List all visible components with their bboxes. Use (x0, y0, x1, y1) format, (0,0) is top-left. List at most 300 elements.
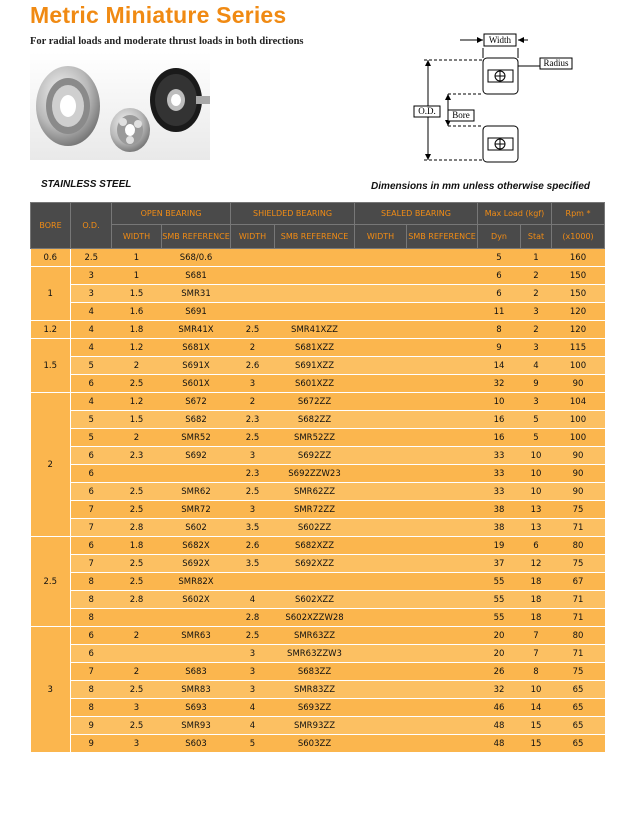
open-width-cell: 1.5 (112, 411, 162, 429)
sealed-width-cell (355, 645, 407, 663)
sealed-reference-cell (407, 735, 478, 753)
rpm-cell: 75 (552, 501, 605, 519)
header-od: O.D. (71, 203, 112, 249)
table-row (31, 645, 605, 663)
open-width-cell: 2.3 (112, 447, 162, 465)
open-reference-cell: S692X (162, 555, 231, 573)
shielded-reference-cell: S602XZZW28 (275, 609, 355, 627)
shielded-width-cell: 2.5 (231, 321, 275, 339)
od-cell: 8 (71, 573, 112, 591)
sealed-width-cell (355, 411, 407, 429)
shielded-reference-cell: S602XZZ (275, 591, 355, 609)
shielded-reference-cell: S692XZZ (275, 555, 355, 573)
dyn-load-cell: 20 (478, 645, 521, 663)
table-row (31, 681, 605, 699)
sealed-reference-cell (407, 393, 478, 411)
sealed-width-cell (355, 303, 407, 321)
shielded-reference-cell (275, 303, 355, 321)
table-row (31, 429, 605, 447)
header-dyn: Dyn (478, 225, 521, 249)
shielded-reference-cell (275, 285, 355, 303)
dyn-load-cell: 55 (478, 573, 521, 591)
rpm-cell: 71 (552, 591, 605, 609)
shielded-reference-cell: S692ZZ (275, 447, 355, 465)
open-reference-cell: S692 (162, 447, 231, 465)
rpm-cell: 104 (552, 393, 605, 411)
shielded-reference-cell: S602ZZ (275, 519, 355, 537)
od-cell: 6 (71, 447, 112, 465)
rpm-cell: 90 (552, 465, 605, 483)
open-width-cell: 2.5 (112, 555, 162, 573)
shielded-reference-cell: S672ZZ (275, 393, 355, 411)
shielded-width-cell: 4 (231, 591, 275, 609)
od-cell: 6 (71, 375, 112, 393)
open-width-cell: 2.5 (112, 483, 162, 501)
dyn-load-cell: 32 (478, 375, 521, 393)
shielded-width-cell (231, 285, 275, 303)
header-open-width: WIDTH (112, 225, 162, 249)
od-cell: 6 (71, 465, 112, 483)
shielded-reference-cell (275, 573, 355, 591)
header-sealed-smb-reference: SMB REFERENCE (407, 225, 478, 249)
table-row (31, 555, 605, 573)
rpm-cell: 90 (552, 447, 605, 465)
table-row (31, 393, 605, 411)
sealed-reference-cell (407, 645, 478, 663)
bore-cell: 0.6 (31, 249, 71, 267)
open-reference-cell: SMR83 (162, 681, 231, 699)
dyn-load-cell: 33 (478, 483, 521, 501)
shielded-reference-cell: SMR83ZZ (275, 681, 355, 699)
sealed-width-cell (355, 375, 407, 393)
od-cell: 8 (71, 699, 112, 717)
shielded-width-cell: 2.3 (231, 411, 275, 429)
stat-load-cell: 12 (521, 555, 552, 573)
dyn-load-cell: 33 (478, 447, 521, 465)
open-reference-cell: S672 (162, 393, 231, 411)
table-row (31, 411, 605, 429)
od-cell: 7 (71, 663, 112, 681)
od-cell: 4 (71, 393, 112, 411)
stat-load-cell: 13 (521, 501, 552, 519)
dyn-load-cell: 16 (478, 411, 521, 429)
dyn-load-cell: 6 (478, 285, 521, 303)
sealed-reference-cell (407, 303, 478, 321)
rpm-cell: 120 (552, 303, 605, 321)
shielded-width-cell: 2.3 (231, 465, 275, 483)
shielded-width-cell: 2.8 (231, 609, 275, 627)
shielded-reference-cell: SMR72ZZ (275, 501, 355, 519)
stat-load-cell: 3 (521, 303, 552, 321)
shielded-width-cell: 2.6 (231, 357, 275, 375)
stat-load-cell: 10 (521, 465, 552, 483)
rpm-cell: 65 (552, 699, 605, 717)
table-row (31, 357, 605, 375)
material-label: STAINLESS STEEL (41, 179, 132, 190)
bore-cell: 1.5 (31, 339, 71, 393)
stat-load-cell: 13 (521, 519, 552, 537)
open-width-cell: 3 (112, 699, 162, 717)
bore-cell: 1.2 (31, 321, 71, 339)
table-row (31, 303, 605, 321)
shielded-width-cell (231, 267, 275, 285)
open-reference-cell: S691 (162, 303, 231, 321)
shielded-width-cell (231, 249, 275, 267)
shielded-width-cell: 3 (231, 645, 275, 663)
page-subtitle: For radial loads and moderate thrust loads in both directions (30, 36, 304, 47)
shielded-width-cell: 5 (231, 735, 275, 753)
table-row (31, 663, 605, 681)
open-reference-cell: S68/0.6 (162, 249, 231, 267)
shielded-reference-cell: SMR41XZZ (275, 321, 355, 339)
sealed-width-cell (355, 447, 407, 465)
od-cell: 4 (71, 303, 112, 321)
header-shielded-bearing: SHIELDED BEARING (231, 203, 355, 225)
sealed-reference-cell (407, 555, 478, 573)
shielded-width-cell: 3.5 (231, 555, 275, 573)
rpm-cell: 65 (552, 681, 605, 699)
stat-load-cell: 2 (521, 321, 552, 339)
dyn-load-cell: 46 (478, 699, 521, 717)
open-width-cell: 2 (112, 429, 162, 447)
stat-load-cell: 15 (521, 735, 552, 753)
shielded-width-cell: 3 (231, 501, 275, 519)
open-width-cell: 2.5 (112, 501, 162, 519)
diagram-width-label: Width (488, 35, 512, 45)
shielded-width-cell: 4 (231, 717, 275, 735)
shielded-reference-cell: SMR52ZZ (275, 429, 355, 447)
rpm-cell: 65 (552, 735, 605, 753)
stat-load-cell: 7 (521, 645, 552, 663)
shielded-reference-cell: SMR62ZZ (275, 483, 355, 501)
sealed-width-cell (355, 285, 407, 303)
stat-load-cell: 1 (521, 249, 552, 267)
stat-load-cell: 5 (521, 429, 552, 447)
dimensions-note: Dimensions in mm unless otherwise specified (371, 181, 590, 192)
open-width-cell: 2 (112, 357, 162, 375)
open-reference-cell: S601X (162, 375, 231, 393)
bore-cell: 1 (31, 267, 71, 321)
open-width-cell: 1.6 (112, 303, 162, 321)
od-cell: 7 (71, 519, 112, 537)
shielded-reference-cell: S681XZZ (275, 339, 355, 357)
stat-load-cell: 7 (521, 627, 552, 645)
open-reference-cell (162, 645, 231, 663)
sealed-reference-cell (407, 375, 478, 393)
stat-load-cell: 6 (521, 537, 552, 555)
sealed-reference-cell (407, 609, 478, 627)
open-width-cell: 1.2 (112, 393, 162, 411)
dyn-load-cell: 55 (478, 591, 521, 609)
stat-load-cell: 15 (521, 717, 552, 735)
sealed-width-cell (355, 573, 407, 591)
bearing-dimension-diagram (400, 26, 600, 176)
open-width-cell: 2.5 (112, 681, 162, 699)
stat-load-cell: 3 (521, 393, 552, 411)
rpm-cell: 71 (552, 645, 605, 663)
dyn-load-cell: 16 (478, 429, 521, 447)
table-row (31, 483, 605, 501)
open-width-cell: 2.5 (112, 375, 162, 393)
diagram-radius-label: Radius (543, 58, 569, 68)
dyn-load-cell: 38 (478, 519, 521, 537)
sealed-width-cell (355, 627, 407, 645)
table-row (31, 591, 605, 609)
shielded-reference-cell: S682XZZ (275, 537, 355, 555)
table-row (31, 375, 605, 393)
dyn-load-cell: 6 (478, 267, 521, 285)
shielded-width-cell: 4 (231, 699, 275, 717)
sealed-width-cell (355, 537, 407, 555)
shielded-width-cell: 2.6 (231, 537, 275, 555)
table-row (31, 573, 605, 591)
shielded-reference-cell: S683ZZ (275, 663, 355, 681)
shielded-width-cell: 2.5 (231, 483, 275, 501)
stat-load-cell: 9 (521, 375, 552, 393)
table-row (31, 627, 605, 645)
stat-load-cell: 8 (521, 663, 552, 681)
od-cell: 7 (71, 555, 112, 573)
shielded-width-cell: 3 (231, 663, 275, 681)
header-rpm-unit: (x1000) (552, 225, 605, 249)
sealed-reference-cell (407, 717, 478, 735)
open-reference-cell: SMR63 (162, 627, 231, 645)
od-cell: 7 (71, 501, 112, 519)
rpm-cell: 90 (552, 483, 605, 501)
diagram-od-label: O.D. (418, 106, 436, 116)
header-shielded-smb-reference: SMB REFERENCE (275, 225, 355, 249)
sealed-width-cell (355, 717, 407, 735)
open-width-cell: 1 (112, 249, 162, 267)
sealed-reference-cell (407, 357, 478, 375)
od-cell: 8 (71, 591, 112, 609)
sealed-width-cell (355, 519, 407, 537)
sealed-reference-cell (407, 285, 478, 303)
sealed-reference-cell (407, 501, 478, 519)
sealed-reference-cell (407, 663, 478, 681)
table-row (31, 267, 605, 285)
header-open-smb-reference: SMB REFERENCE (162, 225, 231, 249)
dyn-load-cell: 37 (478, 555, 521, 573)
sealed-width-cell (355, 429, 407, 447)
rpm-cell: 160 (552, 249, 605, 267)
stat-load-cell: 5 (521, 411, 552, 429)
sealed-reference-cell (407, 321, 478, 339)
sealed-reference-cell (407, 699, 478, 717)
open-reference-cell (162, 465, 231, 483)
dyn-load-cell: 9 (478, 339, 521, 357)
open-reference-cell: S681X (162, 339, 231, 357)
open-width-cell: 1.8 (112, 321, 162, 339)
dyn-load-cell: 10 (478, 393, 521, 411)
open-width-cell: 1.2 (112, 339, 162, 357)
od-cell: 6 (71, 645, 112, 663)
stat-load-cell: 10 (521, 681, 552, 699)
header-bore: BORE (31, 203, 71, 249)
rpm-cell: 71 (552, 609, 605, 627)
shielded-width-cell: 3.5 (231, 519, 275, 537)
stat-load-cell: 2 (521, 285, 552, 303)
dyn-load-cell: 26 (478, 663, 521, 681)
shielded-width-cell: 3 (231, 681, 275, 699)
rpm-cell: 115 (552, 339, 605, 357)
open-reference-cell (162, 609, 231, 627)
rpm-cell: 150 (552, 267, 605, 285)
rpm-cell: 80 (552, 537, 605, 555)
dyn-load-cell: 11 (478, 303, 521, 321)
stat-load-cell: 2 (521, 267, 552, 285)
stat-load-cell: 18 (521, 609, 552, 627)
sealed-reference-cell (407, 591, 478, 609)
shielded-reference-cell: S603ZZ (275, 735, 355, 753)
sealed-width-cell (355, 267, 407, 285)
open-width-cell: 2.5 (112, 717, 162, 735)
open-reference-cell: S693 (162, 699, 231, 717)
rpm-cell: 120 (552, 321, 605, 339)
bore-cell: 2 (31, 393, 71, 537)
shielded-width-cell (231, 573, 275, 591)
sealed-width-cell (355, 501, 407, 519)
table-row (31, 609, 605, 627)
page-title: Metric Miniature Series (30, 2, 287, 28)
stat-load-cell: 10 (521, 483, 552, 501)
header-stat: Stat (521, 225, 552, 249)
header-shielded-width: WIDTH (231, 225, 275, 249)
stat-load-cell: 18 (521, 573, 552, 591)
shielded-width-cell: 2 (231, 393, 275, 411)
od-cell: 6 (71, 537, 112, 555)
dyn-load-cell: 48 (478, 735, 521, 753)
open-reference-cell: SMR41X (162, 321, 231, 339)
shielded-width-cell: 2.5 (231, 429, 275, 447)
od-cell: 4 (71, 339, 112, 357)
open-width-cell: 2.8 (112, 519, 162, 537)
sealed-reference-cell (407, 681, 478, 699)
stat-load-cell: 14 (521, 699, 552, 717)
table-row (31, 249, 605, 267)
od-cell: 4 (71, 321, 112, 339)
shielded-width-cell (231, 303, 275, 321)
bearing-spec-table (30, 202, 605, 753)
open-reference-cell: S682X (162, 537, 231, 555)
rpm-cell: 90 (552, 375, 605, 393)
header-open-bearing: OPEN BEARING (112, 203, 231, 225)
dyn-load-cell: 38 (478, 501, 521, 519)
open-reference-cell: S681 (162, 267, 231, 285)
open-reference-cell: SMR31 (162, 285, 231, 303)
open-reference-cell: SMR82X (162, 573, 231, 591)
open-reference-cell: S683 (162, 663, 231, 681)
table-row (31, 717, 605, 735)
sealed-reference-cell (407, 519, 478, 537)
table-row (31, 339, 605, 357)
sealed-width-cell (355, 609, 407, 627)
rpm-cell: 65 (552, 717, 605, 735)
header-sealed-width: WIDTH (355, 225, 407, 249)
dyn-load-cell: 55 (478, 609, 521, 627)
od-cell: 3 (71, 285, 112, 303)
header-rpm: Rpm * (552, 203, 605, 225)
od-cell: 3 (71, 267, 112, 285)
dyn-load-cell: 32 (478, 681, 521, 699)
sealed-width-cell (355, 483, 407, 501)
shielded-width-cell: 2.5 (231, 627, 275, 645)
header-max-load: Max Load (kgf) (478, 203, 552, 225)
sealed-width-cell (355, 735, 407, 753)
sealed-reference-cell (407, 447, 478, 465)
od-cell: 9 (71, 735, 112, 753)
bearings-photo (30, 52, 210, 160)
stat-load-cell: 10 (521, 447, 552, 465)
open-reference-cell: S682 (162, 411, 231, 429)
open-width-cell (112, 609, 162, 627)
sealed-reference-cell (407, 249, 478, 267)
shielded-width-cell: 3 (231, 447, 275, 465)
table-row (31, 537, 605, 555)
od-cell: 8 (71, 681, 112, 699)
od-cell: 6 (71, 483, 112, 501)
rpm-cell: 100 (552, 357, 605, 375)
sealed-width-cell (355, 249, 407, 267)
od-cell: 5 (71, 429, 112, 447)
open-width-cell: 1.5 (112, 285, 162, 303)
open-reference-cell: SMR72 (162, 501, 231, 519)
table-row (31, 447, 605, 465)
table-row (31, 699, 605, 717)
rpm-cell: 150 (552, 285, 605, 303)
header-sealed-bearing: SEALED BEARING (355, 203, 478, 225)
table-row (31, 519, 605, 537)
od-cell: 2.5 (71, 249, 112, 267)
sealed-width-cell (355, 699, 407, 717)
open-reference-cell: SMR93 (162, 717, 231, 735)
table-row (31, 465, 605, 483)
table-row (31, 501, 605, 519)
shielded-reference-cell: S601XZZ (275, 375, 355, 393)
rpm-cell: 75 (552, 555, 605, 573)
sealed-reference-cell (407, 339, 478, 357)
shielded-reference-cell: SMR63ZZ (275, 627, 355, 645)
open-width-cell: 2 (112, 663, 162, 681)
open-width-cell: 3 (112, 735, 162, 753)
open-reference-cell: S602X (162, 591, 231, 609)
od-cell: 6 (71, 627, 112, 645)
sealed-reference-cell (407, 537, 478, 555)
open-reference-cell: S602 (162, 519, 231, 537)
dyn-load-cell: 5 (478, 249, 521, 267)
dyn-load-cell: 14 (478, 357, 521, 375)
sealed-width-cell (355, 555, 407, 573)
shielded-reference-cell (275, 267, 355, 285)
stat-load-cell: 3 (521, 339, 552, 357)
bore-cell: 2.5 (31, 537, 71, 627)
sealed-reference-cell (407, 627, 478, 645)
sealed-width-cell (355, 393, 407, 411)
open-reference-cell: S691X (162, 357, 231, 375)
shielded-reference-cell: SMR63ZZW3 (275, 645, 355, 663)
open-width-cell: 2.8 (112, 591, 162, 609)
table-row (31, 285, 605, 303)
sealed-width-cell (355, 321, 407, 339)
shielded-reference-cell: S692ZZW23 (275, 465, 355, 483)
rpm-cell: 67 (552, 573, 605, 591)
sealed-reference-cell (407, 465, 478, 483)
stat-load-cell: 4 (521, 357, 552, 375)
open-width-cell: 2.5 (112, 573, 162, 591)
od-cell: 9 (71, 717, 112, 735)
open-width-cell (112, 465, 162, 483)
table-row (31, 735, 605, 753)
